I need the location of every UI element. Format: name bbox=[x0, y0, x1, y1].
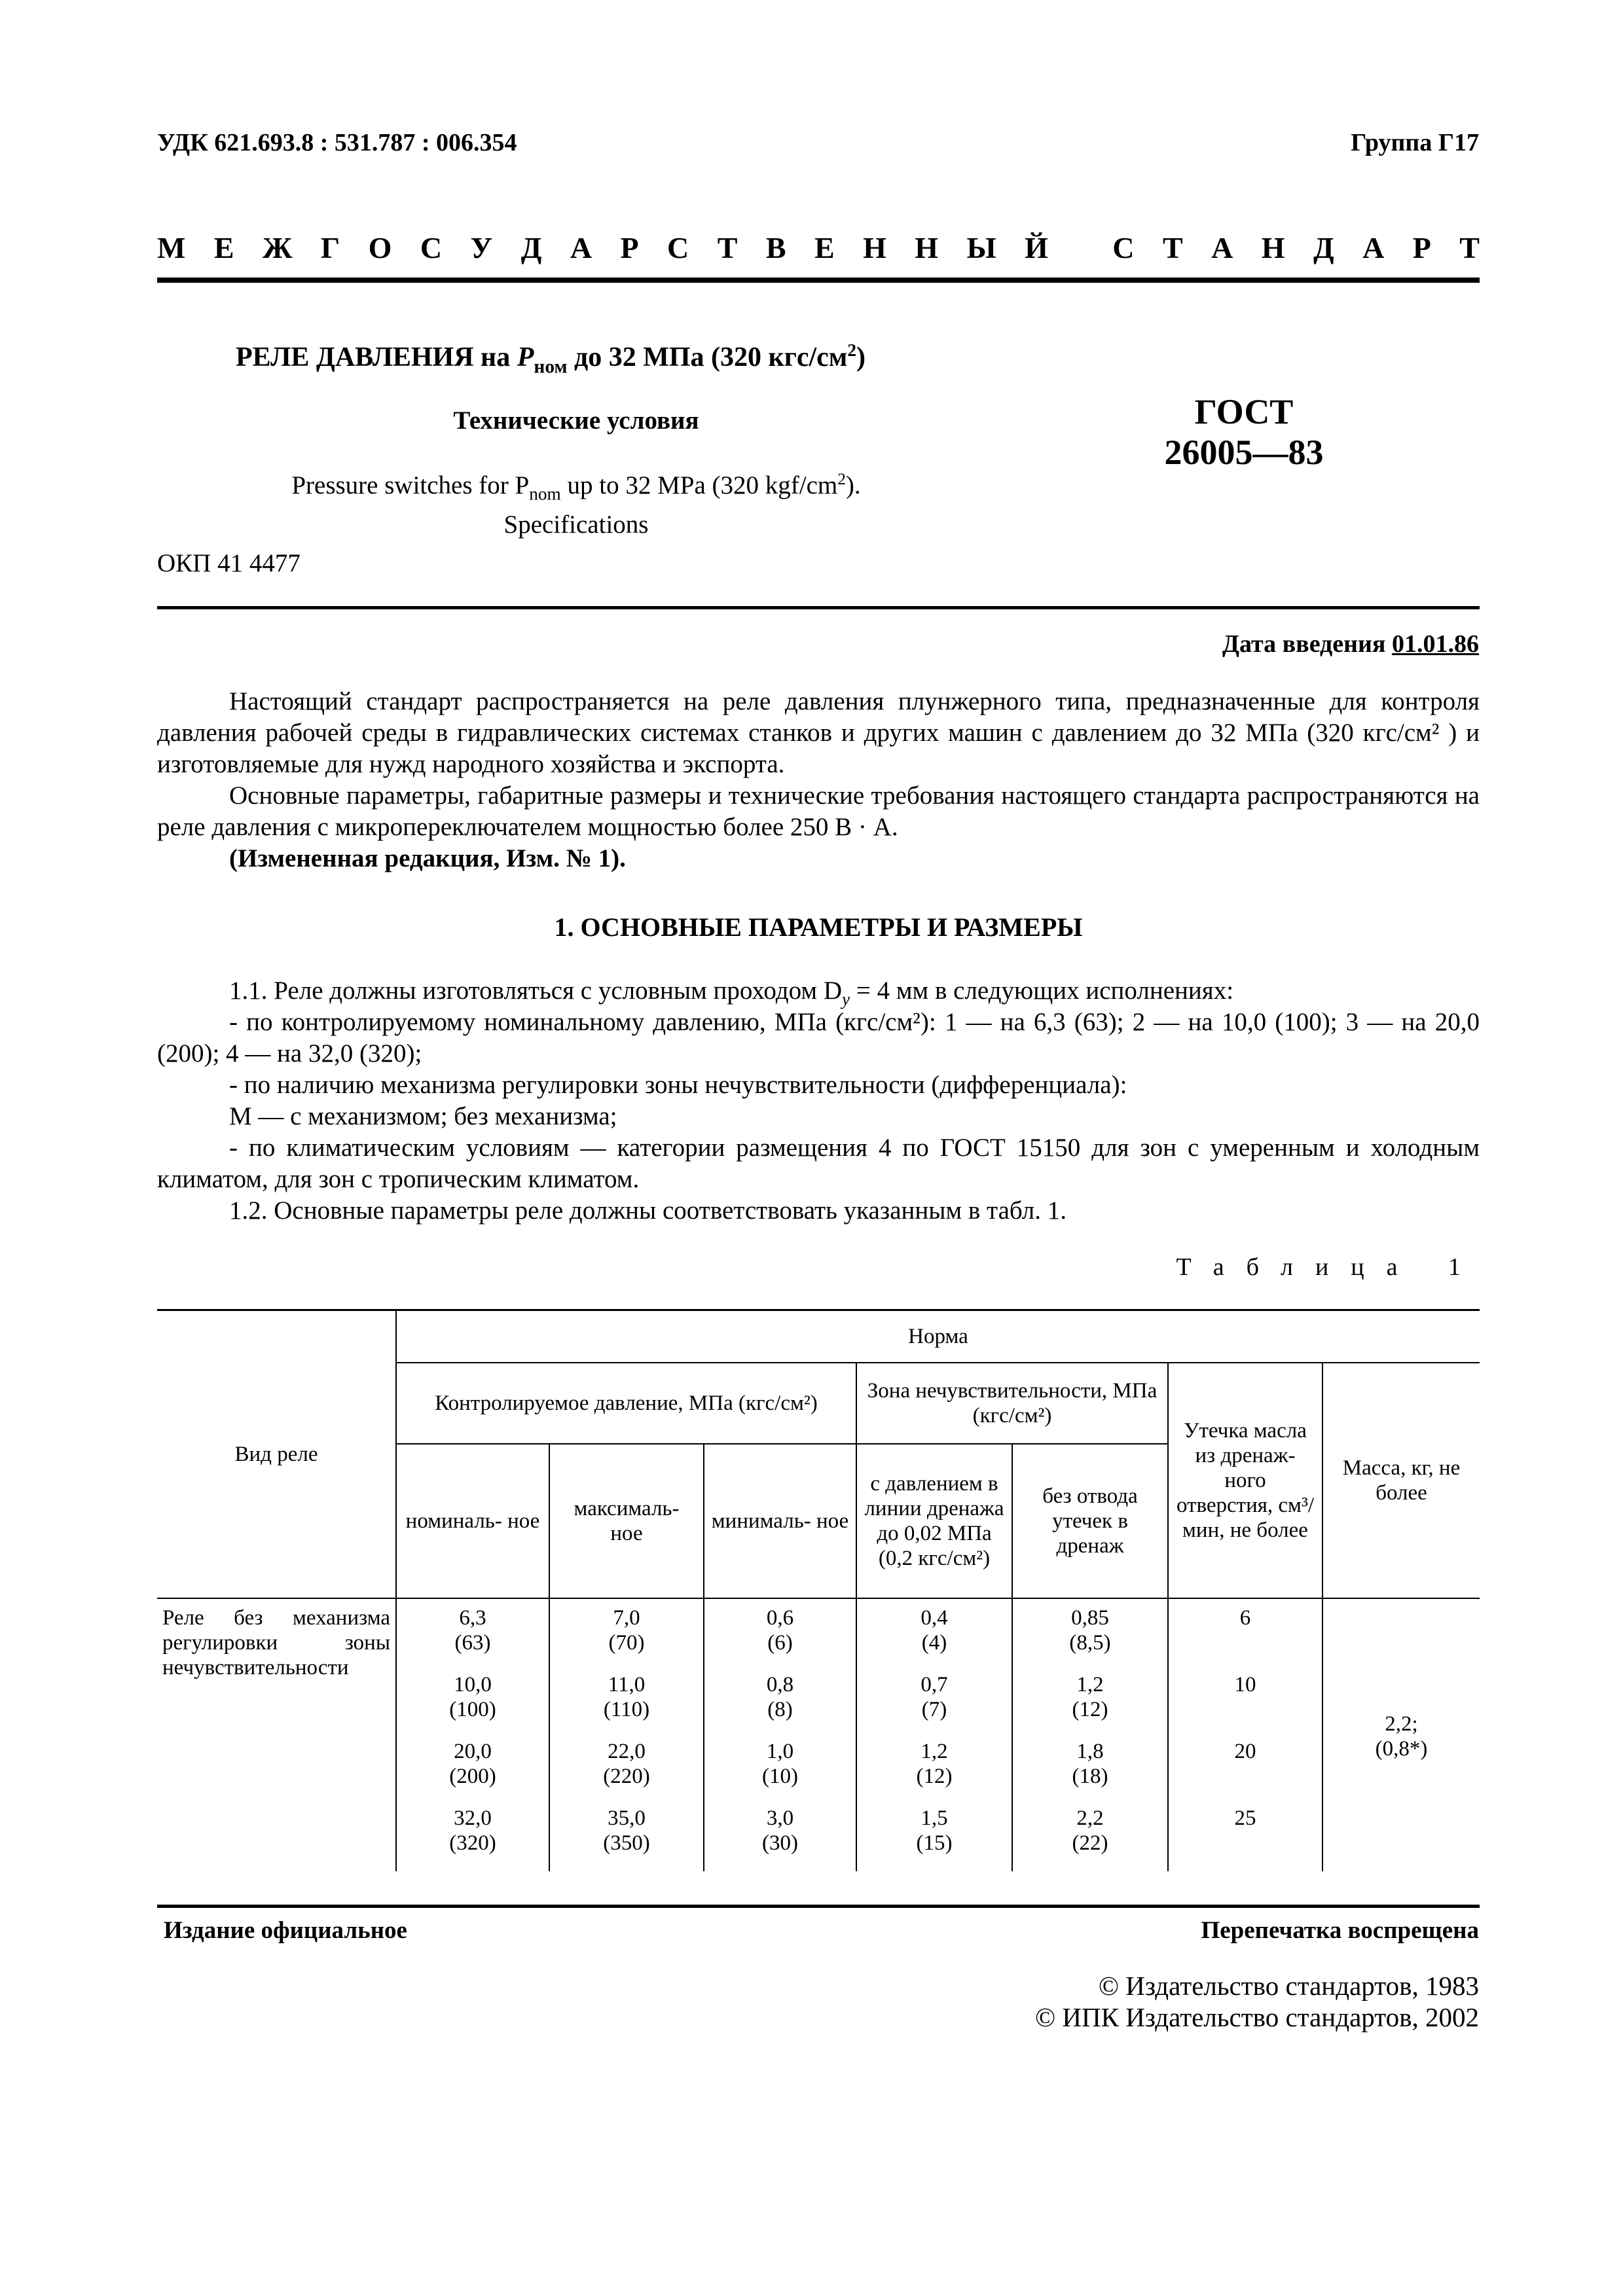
interstate-letter: А bbox=[1362, 231, 1385, 264]
header-dead-zone: Зона нечувствительности, МПа (кгс/см²) bbox=[856, 1363, 1168, 1444]
interstate-letter: А bbox=[570, 231, 593, 264]
gost-line1: ГОСТ bbox=[1194, 392, 1294, 431]
interstate-letter: Й bbox=[1025, 231, 1048, 264]
title-ru-main: РЕЛЕ ДАВЛЕНИЯ на bbox=[236, 342, 511, 372]
col-oil-leak bbox=[1168, 1598, 1322, 1871]
cell-value: 22,0 bbox=[608, 1739, 646, 1763]
clause-1-1-sub: y bbox=[842, 989, 850, 1009]
header-maximal: максималь- ное bbox=[549, 1444, 704, 1598]
okp-code: ОКП 41 4477 bbox=[157, 549, 301, 577]
cell-value: (7) bbox=[921, 1697, 947, 1721]
cell-value: 0,85 bbox=[1071, 1605, 1109, 1630]
cell-value: 20,0 bbox=[454, 1739, 492, 1763]
copyright-block bbox=[1035, 1970, 1479, 2033]
interstate-letter: В bbox=[765, 231, 786, 264]
bullet-mechanism: - по наличию механизма регулировки зоны нечувствительности (дифференциала): bbox=[229, 1071, 1127, 1099]
title-ru-close: ) bbox=[856, 342, 866, 372]
mass-value: 2,2; bbox=[1385, 1712, 1418, 1736]
cell-value: 7,0 bbox=[613, 1605, 640, 1630]
bullet-mechanism-options: М — с механизмом; без механизма; bbox=[229, 1102, 617, 1130]
header-nominal: номиналь- ное bbox=[396, 1444, 549, 1598]
cell-value: (12) bbox=[916, 1764, 953, 1788]
mass-value-alt: (0,8*) bbox=[1375, 1736, 1428, 1761]
interstate-letters bbox=[157, 230, 1480, 265]
cell-value: (6) bbox=[767, 1630, 793, 1655]
header-controlled-pressure: Контролируемое давление, МПа (кгс/см²) bbox=[396, 1363, 856, 1444]
title-ru-p: P bbox=[517, 342, 534, 372]
interstate-letter: С bbox=[667, 231, 689, 264]
interstate-letter: Ж bbox=[262, 231, 293, 264]
clause-1-2: 1.2. Основные параметры реле должны соответствовать указанным в табл. 1. bbox=[229, 1196, 1067, 1225]
intro-paragraph-1: Настоящий стандарт распространяется на реле давления плунжерного типа, предназначенные для контроля давления рабочей среды в гидравлических системах станков и других машин с давлением до 32 МПа (320 кгс/см² ) и изготовляемые для нужд народного хозяйства и экспорта. bbox=[157, 687, 1480, 778]
col-dead-zone-without-drain bbox=[1012, 1598, 1168, 1871]
header-without-drain: без отвода утечек в дренаж bbox=[1012, 1444, 1168, 1598]
cell-value: 32,0 bbox=[454, 1806, 492, 1830]
col-mass bbox=[1322, 1598, 1480, 1871]
official-edition: Издание официальное bbox=[164, 1917, 407, 1944]
title-en-line2: Specifications bbox=[503, 511, 649, 539]
title-en bbox=[157, 463, 995, 541]
title-en-a: Pressure switches for P bbox=[291, 471, 530, 499]
interstate-standard-header bbox=[157, 230, 1480, 265]
footer-rule bbox=[157, 1905, 1480, 1908]
cell-value: 10 bbox=[1234, 1672, 1256, 1696]
title-en-line1 bbox=[157, 463, 995, 509]
bullet-pressure: - по контролируемому номинальному давлению, МПа (кгс/см²): 1 — на 6,3 (63); 2 — на 10,0 (100); 3 — на 20,0 (200); 4 — на 32,0 (320); bbox=[157, 1008, 1480, 1067]
cell-value: (110) bbox=[603, 1697, 650, 1721]
cell-value: (18) bbox=[1072, 1764, 1108, 1788]
cell-value: 11,0 bbox=[608, 1672, 646, 1696]
interstate-letter: С bbox=[420, 231, 443, 264]
interstate-letter: Н bbox=[1261, 231, 1285, 264]
date-value: 01.01.86 bbox=[1392, 630, 1479, 658]
copyright-2002: © ИПК Издательство стандартов, 2002 bbox=[1034, 2002, 1479, 2032]
cell-value: 20 bbox=[1234, 1739, 1256, 1763]
title-ru-subtitle: Технические условия bbox=[453, 406, 699, 435]
interstate-letter: Т bbox=[1162, 231, 1183, 264]
interstate-letter: Е bbox=[814, 231, 835, 264]
cell-value: 1,8 bbox=[1076, 1739, 1104, 1763]
cell-value: (350) bbox=[603, 1831, 650, 1855]
interstate-letter: Д bbox=[1313, 231, 1334, 264]
title-en-b: up to 32 MPa (320 kgf/cm bbox=[567, 471, 838, 499]
cell-value: (8) bbox=[767, 1697, 793, 1721]
interstate-letter: Н bbox=[915, 231, 939, 264]
cell-value: (4) bbox=[921, 1630, 947, 1655]
section-1-heading: 1. ОСНОВНЫЕ ПАРАМЕТРЫ И РАЗМЕРЫ bbox=[554, 912, 1083, 942]
title-rule bbox=[157, 606, 1480, 609]
col-minimal bbox=[704, 1598, 856, 1871]
cell-value: (220) bbox=[603, 1764, 650, 1788]
date-label: Дата введения bbox=[1222, 630, 1386, 658]
reprint-prohibited: Перепечатка воспрещена bbox=[1201, 1917, 1479, 1944]
title-en-sub: nom bbox=[529, 484, 561, 504]
header-relay-type: Вид реле bbox=[157, 1310, 396, 1598]
group-code: Группа Г17 bbox=[1351, 129, 1479, 156]
interstate-letter: Н bbox=[863, 231, 886, 264]
udk-code: УДК 621.693.8 : 531.787 : 006.354 bbox=[157, 129, 517, 156]
interstate-letter: М bbox=[157, 231, 186, 264]
cell-value: 10,0 bbox=[454, 1672, 492, 1696]
cell-value: 0,7 bbox=[921, 1672, 948, 1696]
cell-value: 2,2 bbox=[1076, 1806, 1104, 1830]
col-maximal bbox=[549, 1598, 704, 1871]
gost-number bbox=[1126, 391, 1362, 473]
cell-value: 25 bbox=[1234, 1806, 1256, 1830]
title-ru-sup: 2 bbox=[847, 340, 857, 360]
cell-value: 1,2 bbox=[921, 1739, 948, 1763]
col-dead-zone-with-drain bbox=[856, 1598, 1012, 1871]
cell-value: 0,4 bbox=[921, 1605, 948, 1630]
interstate-letter: С bbox=[1112, 231, 1135, 264]
cell-value: 0,6 bbox=[766, 1605, 794, 1630]
header-oil-leak: Утечка масла из дренаж- ного отверстия, см³/мин, не более bbox=[1168, 1363, 1322, 1598]
interstate-letter: Г bbox=[320, 231, 340, 264]
cell-value: 35,0 bbox=[608, 1806, 646, 1830]
cell-value: (30) bbox=[762, 1831, 798, 1855]
interstate-letter: Р bbox=[1412, 231, 1431, 264]
copyright-1983: © Издательство стандартов, 1983 bbox=[1098, 1971, 1479, 2001]
cell-value: (100) bbox=[449, 1697, 496, 1721]
clause-1-1-rest: = 4 мм в следующих исполнениях: bbox=[856, 977, 1234, 1005]
title-ru bbox=[236, 340, 866, 378]
amendment-note: (Измененная редакция, Изм. № 1). bbox=[229, 844, 626, 872]
introduction-date bbox=[1222, 630, 1479, 658]
table-1-caption: Таблица 1 bbox=[1176, 1253, 1483, 1281]
cell-value: 1,2 bbox=[1076, 1672, 1104, 1696]
cell-value: (70) bbox=[608, 1630, 645, 1655]
gost-line2: 26005—83 bbox=[1164, 433, 1324, 472]
cell-value: (200) bbox=[449, 1764, 496, 1788]
cell-value: (320) bbox=[449, 1831, 496, 1855]
cell-value: 3,0 bbox=[766, 1806, 794, 1830]
interstate-letter: У bbox=[470, 231, 493, 264]
row-label-relay-no-mechanism: Реле без механизма регулировки зоны нечувствительности bbox=[157, 1598, 396, 1871]
header-mass: Масса, кг, не более bbox=[1322, 1363, 1480, 1598]
cell-value: (8,5) bbox=[1069, 1630, 1111, 1655]
title-ru-rest: до 32 МПа (320 кгс/см bbox=[574, 342, 848, 372]
interstate-letter: Т bbox=[717, 231, 738, 264]
header-norm: Норма bbox=[396, 1310, 1480, 1363]
cell-value: (10) bbox=[762, 1764, 798, 1788]
intro-paragraph-2: Основные параметры, габаритные размеры и технические требования настоящего стандарта распространяются на реле давления с микропереключателем мощностью более 250 В · А. bbox=[157, 781, 1480, 841]
title-en-sup: 2 bbox=[837, 470, 846, 488]
cell-value: (22) bbox=[1072, 1831, 1108, 1855]
table-1 bbox=[157, 1309, 1480, 1871]
col-nominal bbox=[396, 1598, 549, 1871]
title-ru-p-sub: ном bbox=[534, 356, 568, 378]
cell-value: (15) bbox=[916, 1831, 953, 1855]
interstate-gap bbox=[1076, 230, 1084, 265]
cell-value: 1,0 bbox=[766, 1739, 794, 1763]
cell-value: 6 bbox=[1239, 1605, 1251, 1630]
cell-value: 0,8 bbox=[766, 1672, 794, 1696]
interstate-letter: Е bbox=[213, 231, 234, 264]
interstate-letter: Р bbox=[620, 231, 639, 264]
table-row bbox=[157, 1598, 1480, 1871]
interstate-letter: Ы bbox=[966, 231, 996, 264]
clause-1-1-text: 1.1. Реле должны изготовляться с условным проходом D bbox=[229, 977, 842, 1005]
title-en-c: ). bbox=[845, 471, 861, 499]
header-with-drain-pressure: с давлением в линии дренажа до 0,02 МПа (0,2 кгс/см²) bbox=[856, 1444, 1012, 1598]
interstate-letter: А bbox=[1211, 231, 1233, 264]
interstate-letter: Т bbox=[1459, 231, 1480, 264]
cell-value: (12) bbox=[1072, 1697, 1108, 1721]
header-minimal: минималь- ное bbox=[704, 1444, 856, 1598]
cell-value: 1,5 bbox=[921, 1806, 948, 1830]
cell-value: 6,3 bbox=[459, 1605, 486, 1630]
interstate-letter: Д bbox=[520, 231, 542, 264]
interstate-letter: О bbox=[368, 231, 392, 264]
cell-value: (63) bbox=[454, 1630, 491, 1655]
bullet-climate: - по климатическим условиям — категории размещения 4 по ГОСТ 15150 для зон с умеренным и холодным климатом, для зон с тропическим климатом. bbox=[157, 1134, 1480, 1193]
header-rule bbox=[157, 278, 1480, 283]
